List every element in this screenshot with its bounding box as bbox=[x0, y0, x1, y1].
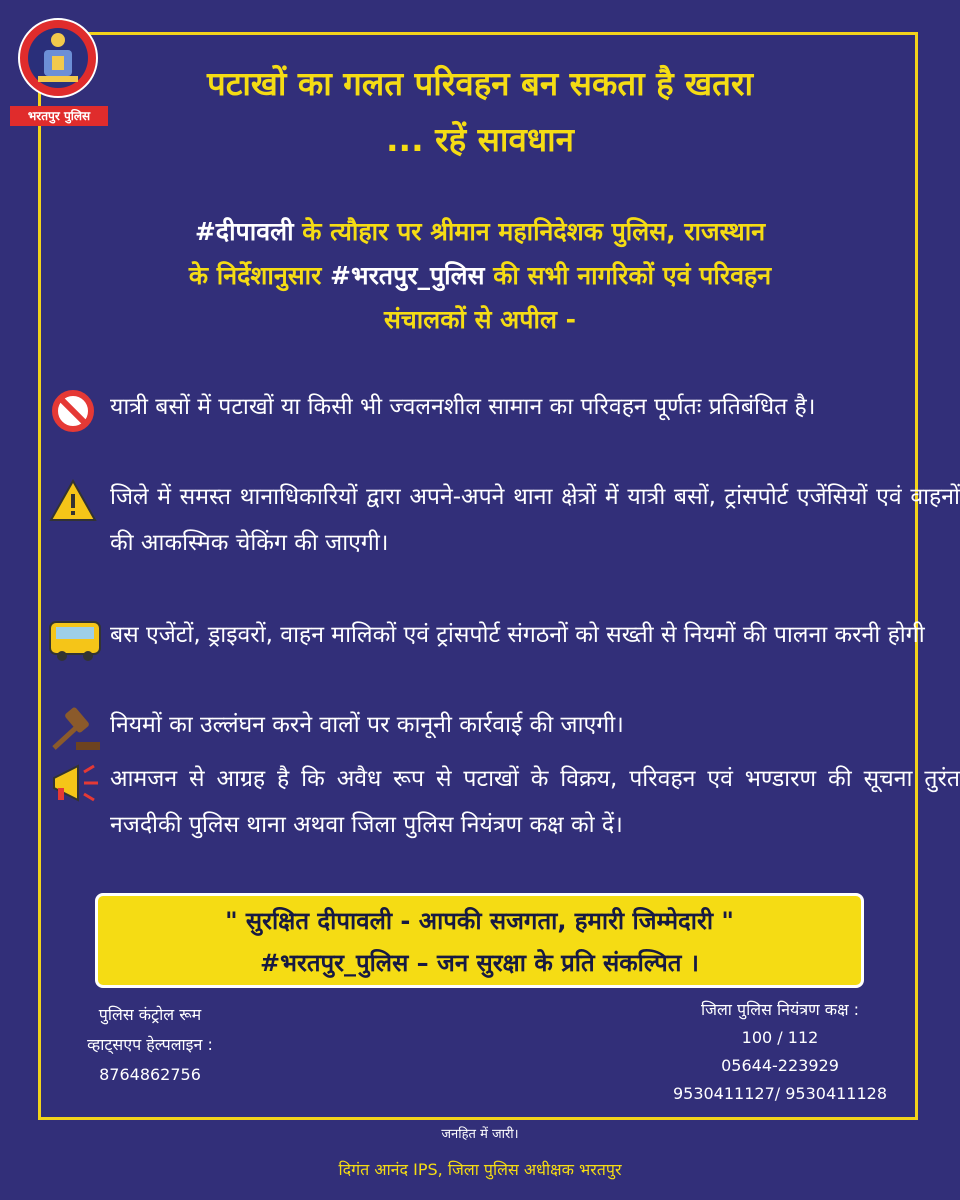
item-text: बस एजेंटों, ड्राइवरों, वाहन मालिकों एवं ट्रांसपोर्ट संगठनों को सख्ती से नियमों की पालना करनी होगी bbox=[110, 622, 925, 648]
control-room-info bbox=[40, 1000, 260, 1090]
whatsapp-number: 8764862756 bbox=[99, 1065, 201, 1084]
police-hashtag: #भरतपुर_पुलिस bbox=[330, 261, 485, 290]
slogan-box bbox=[95, 893, 864, 988]
gavel-icon bbox=[48, 704, 102, 758]
item-text: यात्री बसों में पटाखों या किसी भी ज्वलनशील सामान का परिवहन पूर्णतः प्रतिबंधित है। bbox=[110, 394, 816, 420]
megaphone-icon bbox=[48, 758, 102, 812]
warning-icon bbox=[48, 476, 102, 530]
diwali-hashtag: #दीपावली bbox=[194, 217, 294, 246]
title-line-1: पटाखों का गलत परिवहन बन सकता है खतरा bbox=[206, 64, 754, 103]
logo-label: भरतपुर पुलिस bbox=[10, 106, 108, 126]
intro-paragraph bbox=[80, 210, 880, 342]
bus-icon bbox=[48, 614, 102, 668]
control-room-title: पुलिस कंट्रोल रूम bbox=[98, 1005, 202, 1024]
intro-line-2b: की सभी नागरिकों एवं परिवहन bbox=[484, 261, 772, 290]
signature: दिगंत आनंद IPS, जिला पुलिस अधीक्षक भरतपुर bbox=[338, 1160, 622, 1179]
emergency-number: 100 / 112 bbox=[741, 1028, 819, 1047]
mobile-numbers: 9530411127/ 9530411128 bbox=[672, 1084, 888, 1103]
police-emblem-icon bbox=[18, 18, 98, 98]
district-control-info bbox=[640, 996, 920, 1108]
intro-line-3: संचालकों से अपील - bbox=[384, 305, 576, 334]
slogan-line-1: " सुरक्षित दीपावली - आपकी सजगता, हमारी जिम्मेदारी " bbox=[225, 907, 734, 935]
intro-line-2a: के निर्देशानुसार bbox=[188, 261, 331, 290]
item-text: आमजन से आग्रह है कि अवैध रूप से पटाखों के विक्रय, परिवहन एवं भण्डारण की सूचना तुरंत नजदीकी पुलिस थाना अथवा जिला पुलिस नियंत्रण कक्ष को दें। bbox=[110, 766, 960, 838]
issued-note: जनहित में जारी। bbox=[441, 1127, 519, 1142]
title-line-2: ... रहें सावधान bbox=[386, 120, 574, 159]
landline-number: 05644-223929 bbox=[721, 1056, 839, 1075]
item-text: जिले में समस्त थानाधिकारियों द्वारा अपने-अपने थाना क्षेत्रों में यात्री बसों, ट्रांसपोर्ट एजेंसियों एवं वाहनों की आकस्मिक चेकिंग की जाएगी। bbox=[110, 484, 960, 556]
whatsapp-helpline-label: व्हाट्सएप हेल्पलाइन : bbox=[87, 1035, 213, 1054]
intro-line-1: के त्यौहार पर श्रीमान महानिदेशक पुलिस, राजस्थान bbox=[293, 217, 766, 246]
district-control-title: जिला पुलिस नियंत्रण कक्ष : bbox=[700, 1000, 860, 1019]
slogan-line-2: #भरतपुर_पुलिस – जन सुरक्षा के प्रति संकल्पित । bbox=[260, 949, 699, 977]
item-text: नियमों का उल्लंघन करने वालों पर कानूनी कार्रवाई की जाएगी। bbox=[110, 712, 624, 738]
prohibited-icon bbox=[48, 386, 102, 440]
